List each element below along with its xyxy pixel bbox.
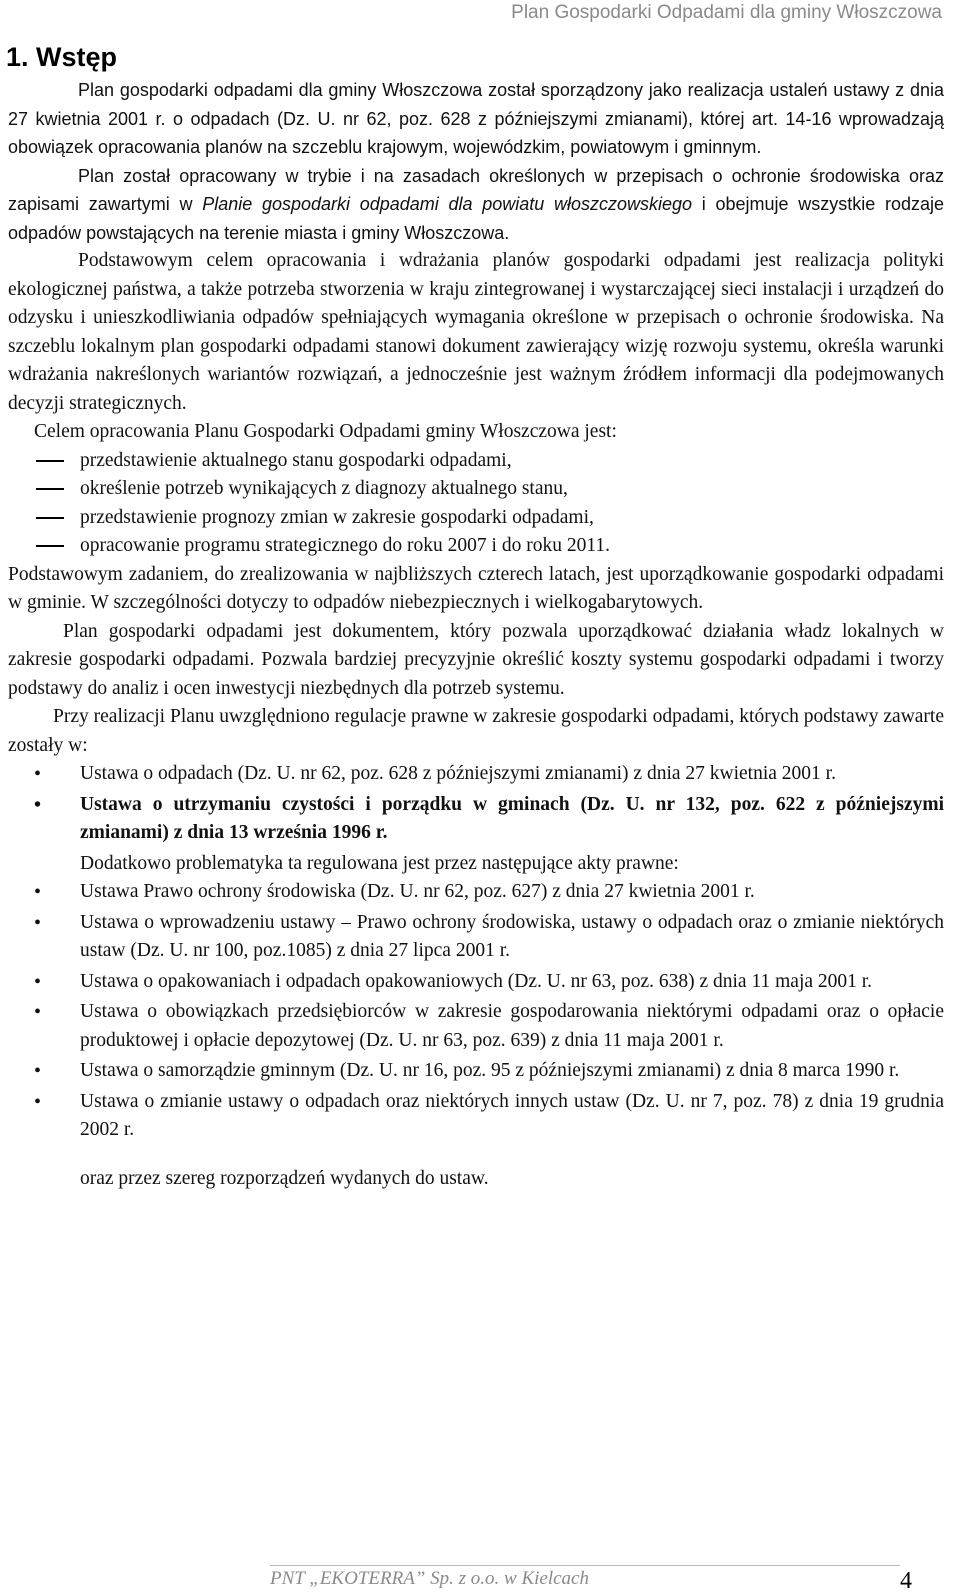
paragraph-goals-intro: Celem opracowania Planu Gospodarki Odpadami gminy Włoszczowa jest: — [34, 421, 617, 442]
plan-scope-text-a: Plan został opracowany w trybie i na zasadach określonych w przepisach o ochronie środowiska oraz zapisami zawartymi w — [8, 165, 944, 214]
section-title: 1. Wstęp — [6, 42, 118, 72]
main-acts-list — [8, 760, 944, 848]
page-number: 4 — [900, 1568, 912, 1594]
document-body — [8, 76, 944, 1193]
paragraph-closing: oraz przez szereg rozporządzeń wydanych do ustaw. — [80, 1167, 489, 1189]
paragraph-plan-document: Plan gospodarki odpadami jest dokumentem, który pozwala uporządkować działania władz lokalnych w zakresie gospodarki odpadami. Pozwala bardziej precyzyjnie określić koszty systemu gospodarki odpadami i tworzy podstawy do analiz i ocen inwestycji niezbędnych dla potrzeb systemu. — [8, 620, 944, 699]
act-item: • Ustawa o odpadach (Dz. U. nr 62, poz. 628 z późniejszymi zmianami) z dnia 27 kwietnia 2001 r. — [8, 760, 944, 789]
act-item: • Ustawa o opakowaniach i odpadach opakowaniowych (Dz. U. nr 63, poz. 638) z dnia 11 maja 2001 r. — [8, 968, 944, 997]
goal-item: przedstawienie prognozy zmian w zakresie gospodarki odpadami, — [8, 504, 944, 533]
act-item: • Ustawa o samorządzie gminnym (Dz. U. nr 16, poz. 95 z późniejszymi zmianami) z dnia 8 marca 1990 r. — [8, 1057, 944, 1086]
paragraph-main-goal: Podstawowym celem opracowania i wdrażania planów gospodarki odpadami jest realizacja polityki ekologicznej państwa, a także potrzeba stworzenia w kraju zintegrowanej i wystarczającej sieci instalacji i urządzeń do odzysku i unieszkodliwiania odpadów spełniających wymagania określone w przepisach o ochronie środowiska. Na szczeblu lokalnym plan gospodarki odpadami stanowi dokument zawierający wizję rozwoju systemu, określa warunki wdrażania nakreślonych wariantów rozwiązań, a jednocześnie jest ważnym źródłem informacji dla podejmowanych decyzji strategicznych. — [8, 250, 944, 414]
act-item: • Ustawa o obowiązkach przedsiębiorców w zakresie gospodarowania niektórymi odpadami oraz o opłacie produktowej i opłacie depozytowej (Dz. U. nr 63, poz. 639) z dnia 11 maja 2001 r. — [8, 998, 944, 1055]
plan-scope-text-b: i obejmuje wszystkie rodzaje odpadów powstających na terenie miasta i gminy Włoszczowa. — [8, 194, 944, 243]
goal-item: opracowanie programu strategicznego do roku 2007 i do roku 2011. — [8, 532, 944, 561]
goal-item: przedstawienie aktualnego stanu gospodarki odpadami, — [8, 447, 944, 476]
paragraph-regulations: Przy realizacji Planu uwzględniono regulacje prawne w zakresie gospodarki odpadami, których podstawy zawarte zostały w: — [8, 706, 944, 756]
footer-company: PNT „EKOTERRA” Sp. z o.o. w Kielcach — [270, 1568, 589, 1589]
goals-list — [8, 447, 944, 561]
paragraph-basic-task: Podstawowym zadaniem, do zrealizowania w najbliższych czterech latach, jest uporządkowanie gospodarki odpadami w gminie. W szczególności dotyczy to odpadów niebezpiecznych i wielkogabarytowych. — [8, 563, 944, 613]
paragraph-plan-scope — [8, 162, 944, 248]
act-item: • Ustawa Prawo ochrony środowiska (Dz. U. nr 62, poz. 627) z dnia 27 kwietnia 2001 r. — [8, 878, 944, 907]
act-item-bold: • Ustawa o utrzymaniu czystości i porządku w gminach (Dz. U. nr 132, poz. 622 z późniejszymi zmianami) z dnia 13 września 1996 r. — [8, 791, 944, 848]
act-item: • Ustawa o zmianie ustawy o odpadach oraz niektórych innych ustaw (Dz. U. nr 7, poz. 78) z dnia 19 grudnia 2002 r. — [8, 1088, 944, 1145]
running-header: Plan Gospodarki Odpadami dla gminy Włoszczowa — [511, 2, 942, 23]
additional-acts-list — [8, 878, 944, 1145]
act-item: • Ustawa o wprowadzeniu ustawy – Prawo ochrony środowiska, ustawy o odpadach oraz o zmianie niektórych ustaw (Dz. U. nr 100, poz.1085) z dnia 27 lipca 2001 r. — [8, 909, 944, 966]
paragraph-intro: Plan gospodarki odpadami dla gminy Włoszczowa został sporządzony jako realizacja ustaleń ustawy z dnia 27 kwietnia 2001 r. o odpadach (Dz. U. nr 62, poz. 628 z późniejszymi zmianami), której art. 14-16 wprowadzają obowiązek opracowania planów na szczeblu krajowym, wojewódzkim, powiatowym i gminnym. — [8, 80, 944, 157]
plan-scope-italic: Planie gospodarki odpadami dla powiatu włoszczowskiego — [202, 194, 693, 214]
paragraph-additional-intro: Dodatkowo problematyka ta regulowana jest przez następujące akty prawne: — [80, 852, 679, 874]
footer-divider — [270, 1565, 900, 1566]
goal-item: określenie potrzeb wynikających z diagnozy aktualnego stanu, — [8, 475, 944, 504]
